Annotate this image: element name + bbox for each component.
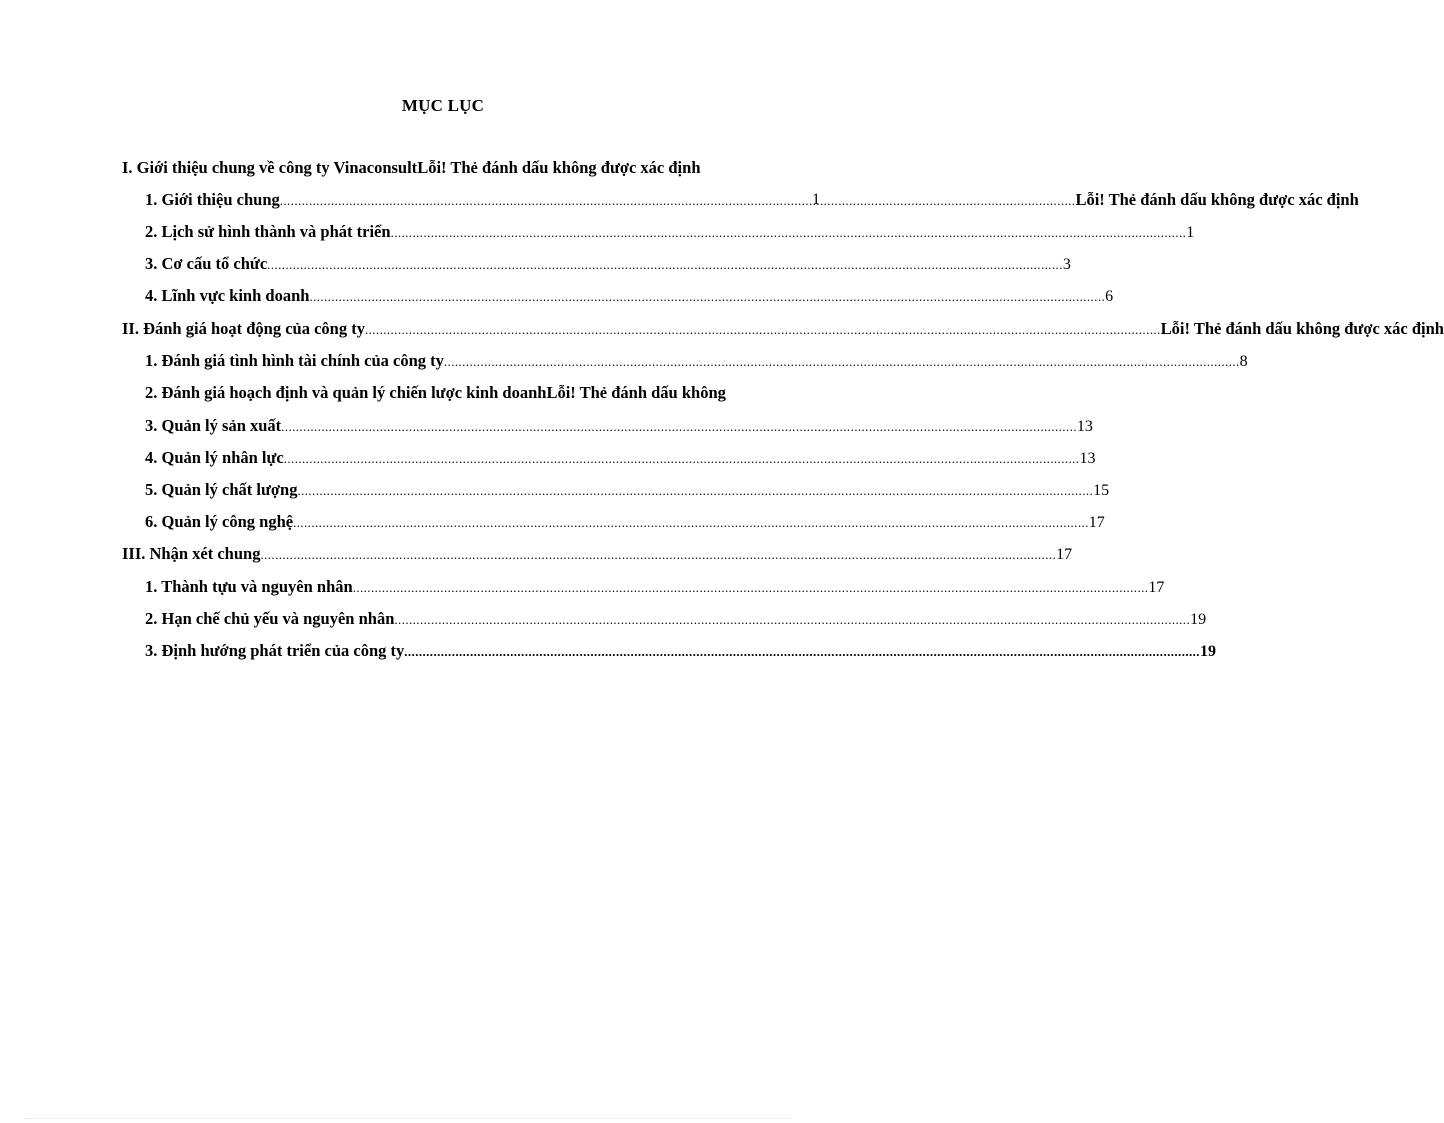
toc-entry-2-3[interactable] <box>145 415 1093 437</box>
toc-dot-leader <box>281 416 1077 438</box>
toc-entry-label: 3. Định hướng phát triển của công ty <box>145 641 405 660</box>
toc-page-number: 17 <box>1088 514 1105 531</box>
toc-entry-label: III. Nhận xét chung <box>122 544 261 563</box>
toc-entry-3-2[interactable] <box>145 608 1207 630</box>
toc-page-number: 19 <box>1190 611 1207 628</box>
toc-page-number: 13 <box>1079 450 1096 467</box>
toc-dot-leader <box>297 480 1093 502</box>
toc-dot-leader <box>293 512 1089 534</box>
toc-bookmark-error: Lỗi! Thẻ đánh dấu không được xác định <box>417 158 701 177</box>
toc-page-number: 17 <box>1148 579 1165 596</box>
toc-entry-1-2[interactable] <box>145 221 1195 243</box>
toc-dot-leader <box>309 286 1105 308</box>
toc-bookmark-error: Lỗi! Thẻ đánh dấu không được xác định <box>1160 319 1444 338</box>
toc-page-number: 19 <box>1199 643 1216 660</box>
toc-dot-leader <box>365 319 1161 341</box>
toc-entry-section-1[interactable] <box>122 157 802 179</box>
toc-bookmark-error: Lỗi! Thẻ đánh dấu không được xác định <box>1075 190 1359 209</box>
toc-entry-label: II. Đánh giá hoạt động của công ty <box>122 319 365 338</box>
toc-entry-2-6[interactable] <box>145 511 1105 533</box>
toc-bookmark-error: Lỗi! Thẻ đánh dấu không <box>546 383 726 402</box>
toc-entry-label: 6. Quản lý công nghệ <box>145 512 294 531</box>
toc-dot-leader <box>404 641 1200 663</box>
toc-page-number: 3 <box>1062 256 1071 273</box>
toc-entry-1-4[interactable] <box>145 285 1114 307</box>
toc-entry-2-1[interactable] <box>145 350 1248 372</box>
toc-entry-3-3[interactable] <box>145 640 1216 662</box>
toc-page-number: 15 <box>1093 482 1110 499</box>
toc-entry-label: 2. Hạn chế chủ yếu và nguyên nhân <box>145 609 395 628</box>
toc-entry-label: 4. Lĩnh vực kinh doanh <box>145 286 310 305</box>
toc-dot-leader <box>260 544 1056 566</box>
toc-dot-leader <box>444 351 1240 373</box>
toc-entry-label: 2. Lịch sử hình thành và phát triển <box>145 222 391 241</box>
toc-dot-leader <box>353 577 1149 599</box>
toc-page-number: 8 <box>1239 353 1248 370</box>
toc-entry-label: 2. Đánh giá hoạch định và quản lý chiến lược kinh doanh <box>145 383 547 402</box>
toc-entry-label: 4. Quản lý nhân lực <box>145 448 284 467</box>
toc-entry-2-5[interactable] <box>145 479 1110 501</box>
toc-dot-leader <box>280 190 1076 212</box>
toc-title: MỤC LỤC <box>401 96 485 115</box>
toc-dot-leader <box>267 254 1063 276</box>
toc-page-number: 17 <box>1056 546 1073 563</box>
toc-page-number: 13 <box>1076 418 1093 435</box>
toc-entry-1-1[interactable] <box>145 189 1359 211</box>
toc-page-number: 6 <box>1105 288 1114 305</box>
toc-dot-leader <box>391 222 1187 244</box>
toc-entry-label: 1. Giới thiệu chung <box>145 190 280 209</box>
toc-entry-label: 3. Quản lý sản xuất <box>145 416 282 435</box>
toc-entry-label: 3. Cơ cấu tổ chức <box>145 254 268 273</box>
toc-entry-section-3[interactable] <box>122 543 1073 565</box>
toc-entry-2-4[interactable] <box>145 447 1096 469</box>
toc-entry-section-2[interactable] <box>122 318 1444 340</box>
toc-entry-label: I. Giới thiệu chung về công ty Vinaconsult <box>122 158 418 177</box>
toc-page-number: 1 <box>812 191 820 208</box>
toc-dot-leader <box>284 448 1080 470</box>
toc-entry-1-3[interactable] <box>145 253 1071 275</box>
toc-entry-label: 1. Thành tựu và nguyên nhân <box>145 577 353 596</box>
page-bottom-divider <box>24 1118 792 1119</box>
toc-entry-3-1[interactable] <box>145 576 1165 598</box>
toc-page-number: 1 <box>1186 224 1195 241</box>
toc-entry-label: 5. Quản lý chất lượng <box>145 480 298 499</box>
toc-entry-2-2[interactable] <box>145 382 816 404</box>
toc-dot-leader <box>394 609 1190 631</box>
toc-entry-label: 1. Đánh giá tình hình tài chính của công ty <box>145 351 444 370</box>
